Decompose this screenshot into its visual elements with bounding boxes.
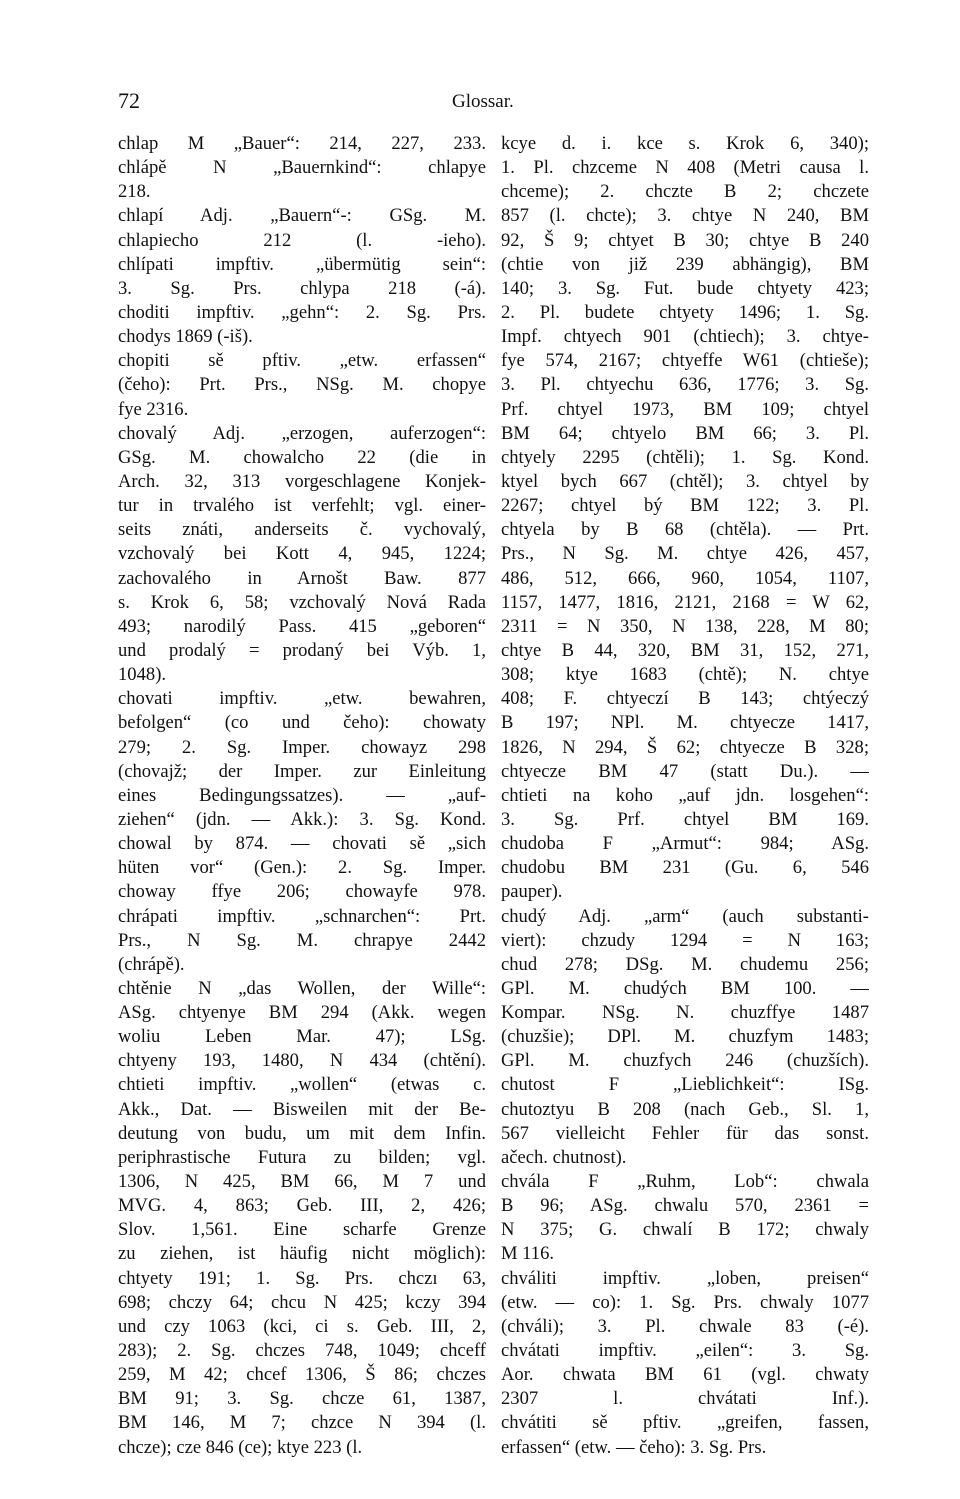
- glossary-line: chud 278; DSg. M. chudemu 256;: [501, 953, 869, 975]
- running-head: Glossar.: [452, 91, 514, 112]
- glossary-line: chovati impftiv. „etw. bewahren,: [118, 688, 486, 710]
- glossary-line: woliu Leben Mar. 47); LSg.: [118, 1026, 486, 1048]
- glossary-line: chowal by 874. — chovati sě „sich: [118, 833, 486, 855]
- glossary-line: chovalý Adj. „erzogen, auferzogen“:: [118, 422, 486, 444]
- glossary-line: 140; 3. Sg. Fut. bude chtyety 423;: [501, 277, 869, 299]
- glossary-line: periphrastische Futura zu bilden; vgl.: [118, 1146, 486, 1168]
- glossary-line: befolgen“ (co und čeho): chowaty: [118, 712, 486, 734]
- glossary-line: seits znáti, anderseits č. vychovalý,: [118, 519, 486, 541]
- glossary-line: 218.: [118, 181, 151, 203]
- glossary-line: zachovalého in Arnošt Baw. 877: [118, 567, 486, 589]
- glossary-line: (chovajž; der Imper. zur Einleitung: [118, 760, 486, 782]
- glossary-line: 2267; chtyel bý BM 122; 3. Pl.: [501, 495, 869, 517]
- glossary-line: kcye d. i. kce s. Krok 6, 340);: [501, 133, 869, 154]
- glossary-line: Slov. 1,561. Eine scharfe Grenze: [118, 1219, 486, 1241]
- glossary-line: chudoba F „Armut“: 984; ASg.: [501, 833, 869, 855]
- glossary-line: 493; narodilý Pass. 415 „geboren“: [118, 615, 486, 637]
- glossary-line: 283); 2. Sg. chczes 748, 1049; chceff: [118, 1340, 486, 1362]
- glossary-line: 1048).: [118, 664, 167, 686]
- glossary-line: chudý Adj. „arm“ (auch substanti-: [501, 905, 869, 927]
- glossary-line: 279; 2. Sg. Imper. chowayz 298: [118, 736, 486, 758]
- glossary-line: chodys 1869 (-iš).: [118, 326, 253, 348]
- glossary-line: ktyel bych 667 (chtěl); 3. chtyel by: [501, 470, 869, 492]
- glossary-line: BM 64; chtyelo BM 66; 3. Pl.: [501, 422, 869, 444]
- glossary-line: 92, Š 9; chtyet B 30; chtye B 240: [501, 229, 869, 251]
- glossary-line: N 375; G. chwalí B 172; chwaly: [501, 1219, 869, 1241]
- glossary-line: chtyeny 193, 1480, N 434 (chtění).: [118, 1050, 486, 1072]
- glossary-line: chutoztyu B 208 (nach Geb., Sl. 1,: [501, 1098, 869, 1120]
- glossary-line: chrápati impftiv. „schnarchen“: Prt.: [118, 905, 486, 927]
- glossary-line: chlápě N „Bauernkind“: chlapye: [118, 157, 486, 179]
- glossary-line: Prf. chtyel 1973, BM 109; chtyel: [501, 398, 869, 420]
- glossary-line: 3. Sg. Prs. chlypa 218 (-á).: [118, 277, 486, 299]
- glossary-line: s. Krok 6, 58; vzchovalý Nová Rada: [118, 591, 486, 613]
- glossary-line: BM 146, M 7; chzce N 394 (l.: [118, 1412, 486, 1434]
- glossary-line: chlapiecho 212 (l. -ieho).: [118, 229, 486, 251]
- glossary-line: und czy 1063 (kci, ci s. Geb. III, 2,: [118, 1315, 486, 1337]
- glossary-line: fye 574, 2167; chtyeffe W61 (chtieše);: [501, 350, 869, 372]
- glossary-line: pauper).: [501, 881, 563, 903]
- glossary-line: chváliti impftiv. „loben, preisen“: [501, 1267, 869, 1289]
- glossary-line: deutung von budu, um mit dem Infin.: [118, 1122, 486, 1144]
- glossary-line: viert): chzudy 1294 = N 163;: [501, 929, 869, 951]
- glossary-line: 3. Sg. Prf. chtyel BM 169.: [501, 808, 869, 830]
- glossary-line: 308; ktye 1683 (chtě); N. chtye: [501, 664, 869, 686]
- glossary-line: 2307 l. chvátati Inf.).: [501, 1388, 869, 1410]
- page-number: 72: [118, 88, 140, 113]
- glossary-line: chvátiti sě pftiv. „greifen, fassen,: [501, 1412, 869, 1434]
- glossary-line: fye 2316.: [118, 398, 189, 420]
- glossary-line: chtieti impftiv. „wollen“ (etwas c.: [118, 1074, 486, 1096]
- glossary-line: tur in trvalého ist verfehlt; vgl. einer-: [118, 495, 486, 517]
- glossary-line: chtyecze BM 47 (statt Du.). —: [501, 760, 869, 782]
- glossary-line: ačech. chutnost).: [501, 1146, 627, 1168]
- glossary-line: Kompar. NSg. N. chuzffye 1487: [501, 1002, 869, 1024]
- glossary-line: M 116.: [501, 1243, 555, 1265]
- glossary-line: 1826, N 294, Š 62; chtyecze B 328;: [501, 736, 869, 758]
- glossary-line: chlap M „Bauer“: 214, 227, 233.: [118, 133, 486, 154]
- glossary-line: (chuzšie); DPl. M. chuzfym 1483;: [501, 1026, 869, 1048]
- glossary-line: chvála F „Ruhm, Lob“: chwala: [501, 1171, 869, 1193]
- glossary-line: GSg. M. chowalcho 22 (die in: [118, 446, 486, 468]
- glossary-line: GPl. M. chudých BM 100. —: [501, 977, 869, 999]
- glossary-line: chutost F „Lieblichkeit“: ISg.: [501, 1074, 869, 1096]
- glossary-line: BM 91; 3. Sg. chcze 61, 1387,: [118, 1388, 486, 1410]
- glossary-line: 486, 512, 666, 960, 1054, 1107,: [501, 567, 869, 589]
- glossary-line: (čeho): Prt. Prs., NSg. M. chopye: [118, 374, 486, 396]
- glossary-line: Prs., N Sg. M. chrapye 2442: [118, 929, 486, 951]
- glossary-line: 1. Pl. chzceme N 408 (Metri causa l.: [501, 157, 869, 179]
- right-column: [501, 132, 869, 1460]
- glossary-line: 259, M 42; chcef 1306, Š 86; chczes: [118, 1364, 486, 1386]
- glossary-line: ASg. chtyenye BM 294 (Akk. wegen: [118, 1002, 486, 1024]
- glossary-line: MVG. 4, 863; Geb. III, 2, 426;: [118, 1195, 486, 1217]
- glossary-line: hüten vor“ (Gen.): 2. Sg. Imper.: [118, 857, 486, 879]
- glossary-line: Arch. 32, 313 vorgeschlagene Konjek-: [118, 470, 486, 492]
- glossary-line: 2311 = N 350, N 138, 228, M 80;: [501, 615, 869, 637]
- glossary-line: (chrápě).: [118, 953, 185, 975]
- glossary-line: chcze); cze 846 (ce); ktye 223 (l.: [118, 1436, 363, 1458]
- glossary-line: chceme); 2. chczte B 2; chczete: [501, 181, 869, 203]
- glossary-line: chopiti sě pftiv. „etw. erfassen“: [118, 350, 486, 372]
- glossary-line: 2. Pl. budete chtyety 1496; 1. Sg.: [501, 301, 869, 323]
- glossary-line: GPl. M. chuzfych 246 (chuzších).: [501, 1050, 869, 1072]
- glossary-line: chudobu BM 231 (Gu. 6, 546: [501, 857, 869, 879]
- glossary-line: 408; F. chtyeczí B 143; chtýeczý: [501, 688, 869, 710]
- glossary-line: B 96; ASg. chwalu 570, 2361 =: [501, 1195, 869, 1217]
- glossary-line: chvátati impftiv. „eilen“: 3. Sg.: [501, 1340, 869, 1362]
- glossary-line: 1306, N 425, BM 66, M 7 und: [118, 1171, 486, 1193]
- glossary-line: 698; chczy 64; chcu N 425; kczy 394: [118, 1291, 486, 1313]
- glossary-line: chtěnie N „das Wollen, der Wille“:: [118, 977, 486, 999]
- glossary-line: chtye B 44, 320, BM 31, 152, 271,: [501, 639, 869, 661]
- glossary-line: 567 vielleicht Fehler für das sonst.: [501, 1122, 869, 1144]
- glossary-line: 3. Pl. chtyechu 636, 1776; 3. Sg.: [501, 374, 869, 396]
- glossary-line: eines Bedingungssatzes). — „auf-: [118, 784, 486, 806]
- glossary-line: chtyela by B 68 (chtěla). — Prt.: [501, 519, 869, 541]
- glossary-line: ziehen“ (jdn. — Akk.): 3. Sg. Kond.: [118, 808, 486, 830]
- glossary-line: zu ziehen, ist häufig nicht möglich):: [118, 1243, 486, 1265]
- glossary-line: chtieti na koho „auf jdn. losgehen“:: [501, 784, 869, 806]
- glossary-line: 857 (l. chcte); 3. chtye N 240, BM: [501, 205, 869, 227]
- glossary-line: Impf. chtyech 901 (chtiech); 3. chtye-: [501, 326, 869, 348]
- glossary-line: (chtie von již 239 abhängig), BM: [501, 253, 869, 275]
- glossary-line: chtyety 191; 1. Sg. Prs. chczı 63,: [118, 1267, 486, 1289]
- glossary-line: choditi impftiv. „gehn“: 2. Sg. Prs.: [118, 301, 486, 323]
- glossary-line: B 197; NPl. M. chtyecze 1417,: [501, 712, 869, 734]
- glossary-line: choway ffye 206; chowayfe 978.: [118, 881, 486, 903]
- glossary-line: und prodalý = prodaný bei Výb. 1,: [118, 639, 486, 661]
- glossary-line: (etw. — co): 1. Sg. Prs. chwaly 1077: [501, 1291, 869, 1313]
- glossary-line: Akk., Dat. — Bisweilen mit der Be-: [118, 1098, 486, 1120]
- glossary-line: vzchovalý bei Kott 4, 945, 1224;: [118, 543, 486, 565]
- glossary-line: erfassen“ (etw. — čeho): 3. Sg. Prs.: [501, 1436, 767, 1458]
- glossary-line: Prs., N Sg. M. chtye 426, 457,: [501, 543, 869, 565]
- glossary-line: chtyely 2295 (chtěli); 1. Sg. Kond.: [501, 446, 869, 468]
- glossary-line: chlípati impftiv. „übermütig sein“:: [118, 253, 486, 275]
- glossary-line: (chváli); 3. Pl. chwale 83 (-é).: [501, 1315, 869, 1337]
- glossary-line: chlapí Adj. „Bauern“-: GSg. M.: [118, 205, 486, 227]
- glossary-line: 1157, 1477, 1816, 2121, 2168 = W 62,: [501, 591, 869, 613]
- glossary-line: Aor. chwata BM 61 (vgl. chwaty: [501, 1364, 869, 1386]
- left-column: [118, 132, 486, 1460]
